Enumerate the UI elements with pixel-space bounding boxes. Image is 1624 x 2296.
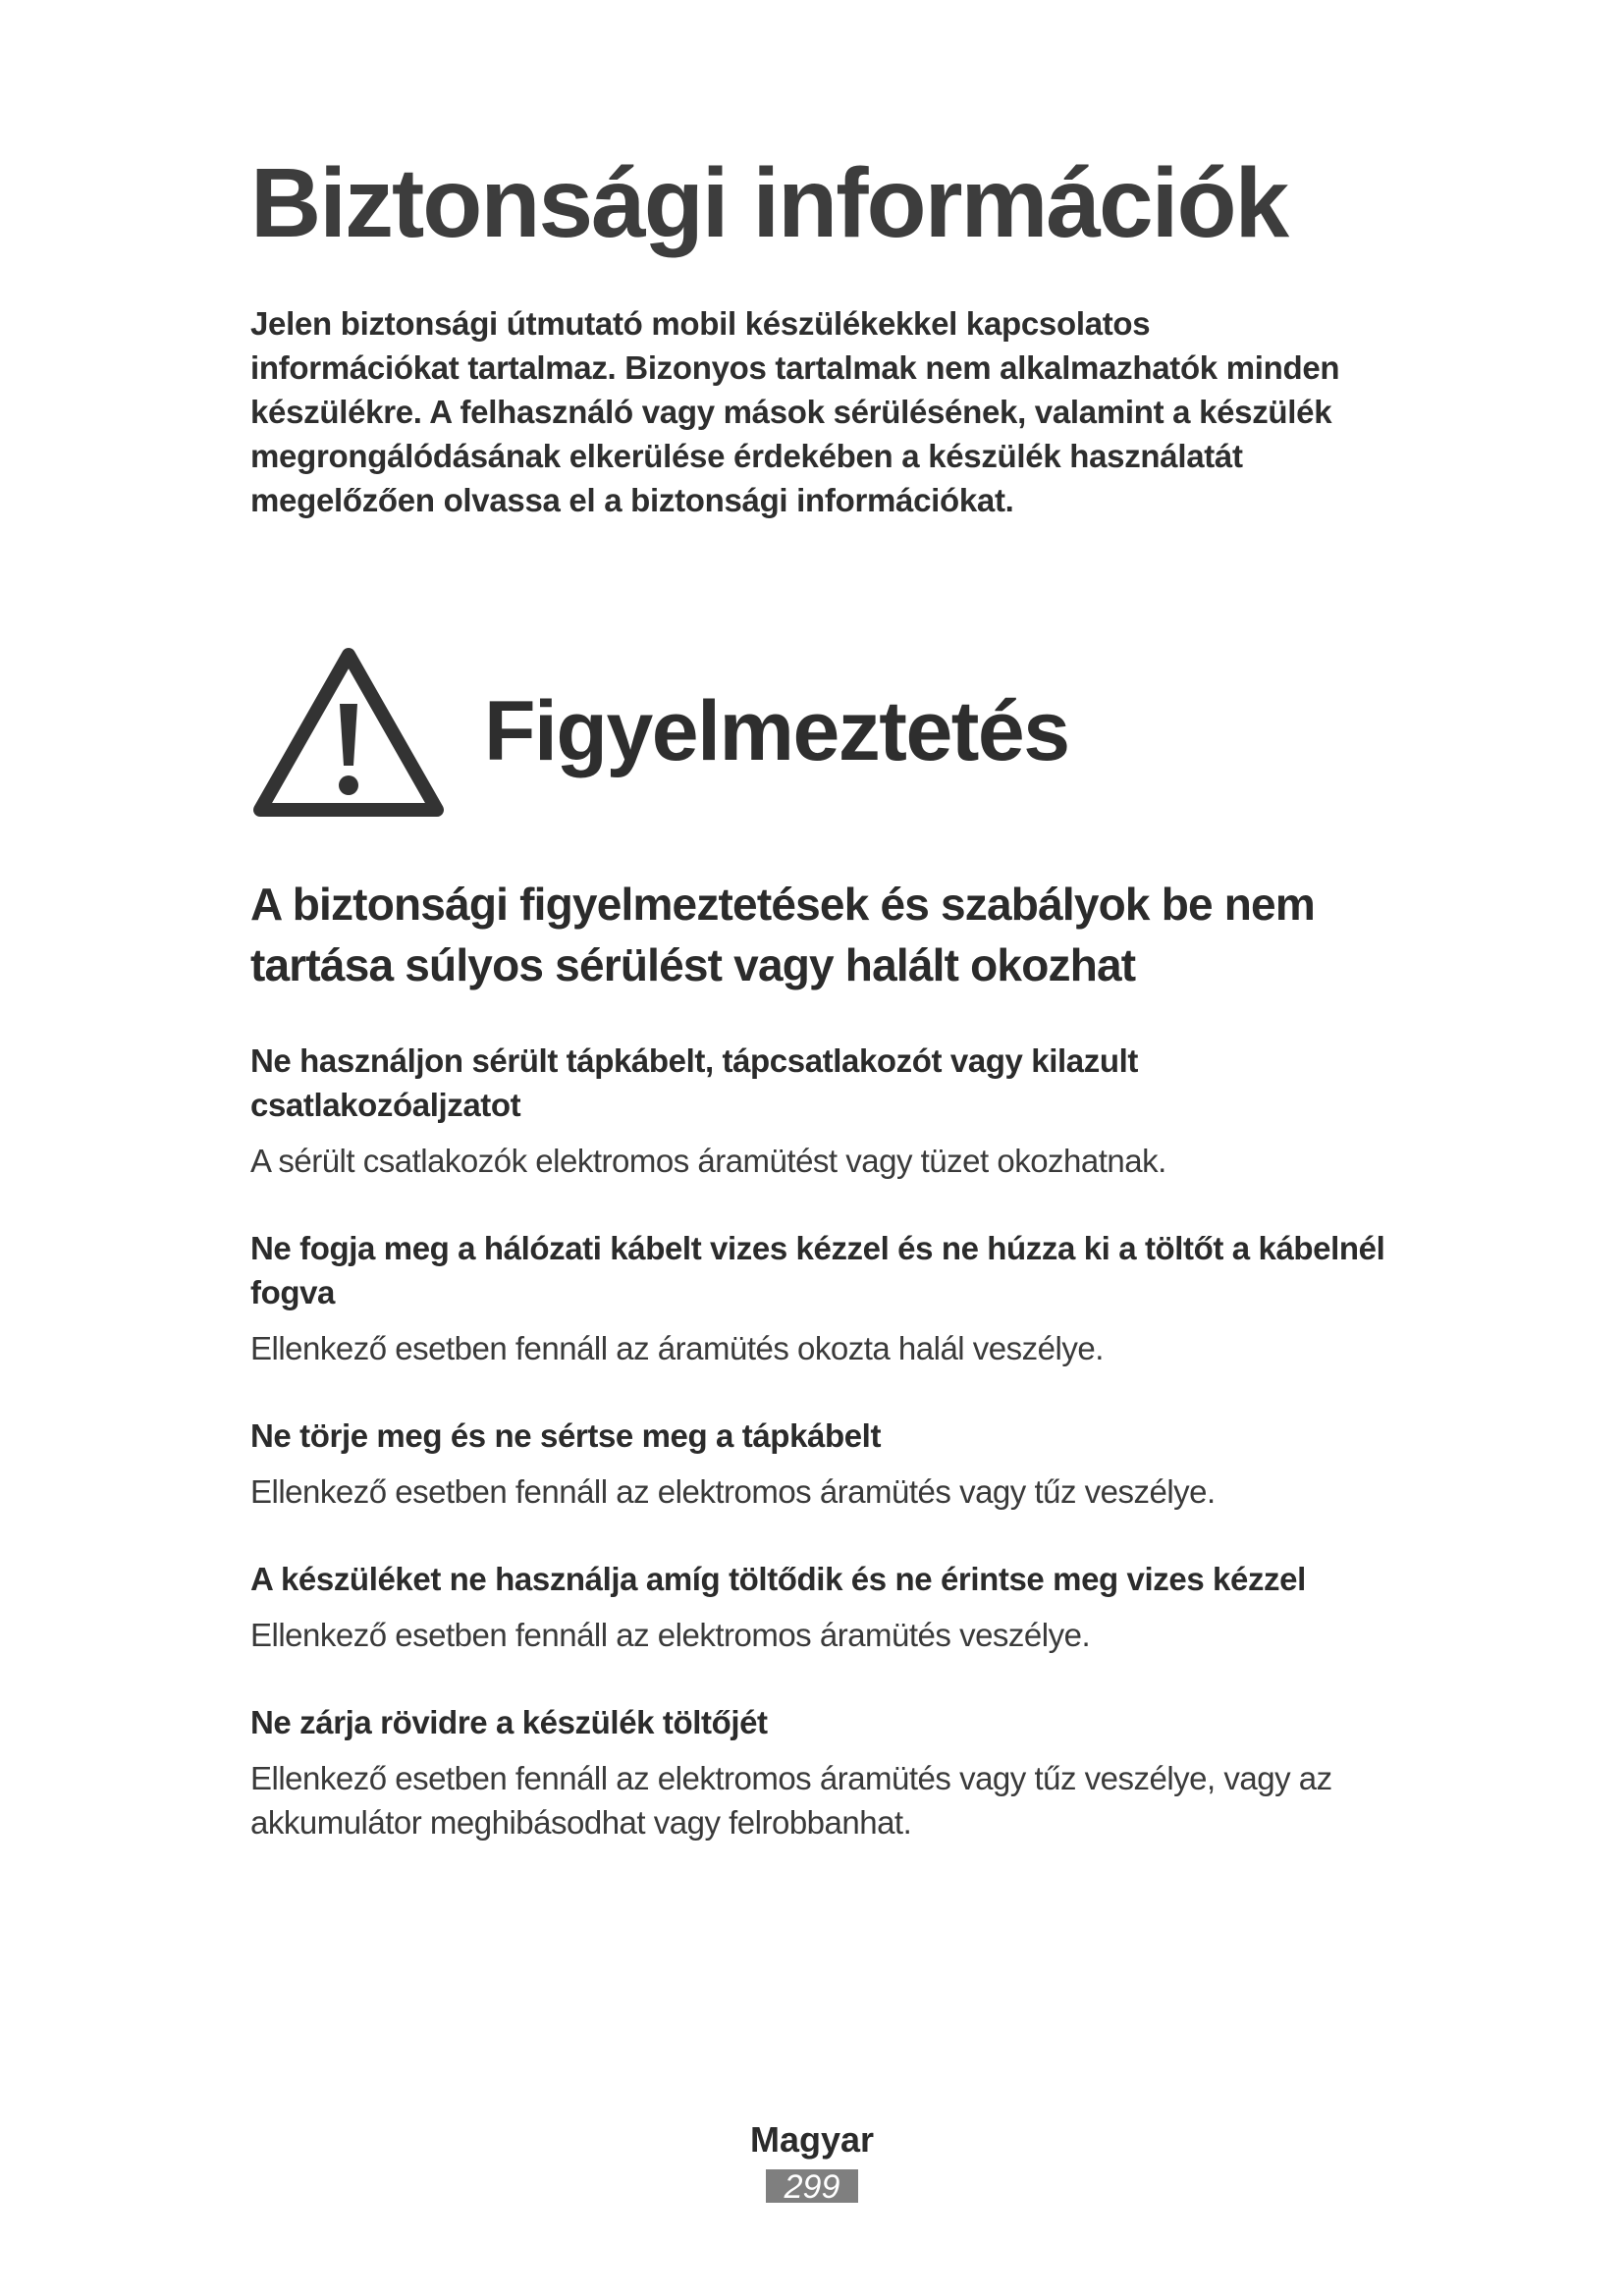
safety-item-title: Ne törje meg és ne sértse meg a tápkábelt [250, 1417, 882, 1454]
safety-item-title: Ne zárja rövidre a készülék töltőjét [250, 1704, 768, 1740]
intro-paragraph: Jelen biztonsági útmutató mobil készülékekkel kapcsolatos információkat tartalmaz. Bizonyos tartalmak nem alkalmazhatók minden készülékre. A felhasználó vagy mások sérülésének, valamint a készülék megrongálódásának elkerülése érdekében a készülék használatát megelőzően olvassa el a biztonsági információkat. [250, 305, 1340, 518]
page-content [250, 147, 1409, 555]
safety-item-title: A készüléket ne használja amíg töltődik és ne érintse meg vizes kézzel [250, 1561, 1306, 1597]
safety-item-text: Ellenkező esetben fennáll az elektromos áramütés vagy tűz veszélye, vagy az akkumulátor meghibásodhat vagy felrobbanhat. [250, 1760, 1332, 1841]
safety-item [250, 1700, 1409, 1844]
safety-item [250, 1039, 1409, 1183]
page-footer [0, 2119, 1624, 2206]
safety-item-text: Ellenkező esetben fennáll az elektromos áramütés vagy tűz veszélye. [250, 1473, 1216, 1510]
page-title: Biztonsági információk [250, 148, 1288, 258]
safety-item [250, 1557, 1409, 1657]
safety-item [250, 1226, 1409, 1370]
page-number: 299 [766, 2169, 858, 2203]
safety-item-title: Ne használjon sérült tápkábelt, tápcsatlakozót vagy kilazult csatlakozóaljzatot [250, 1042, 1138, 1123]
page-number-wrap [0, 2168, 1624, 2206]
safety-item [250, 1414, 1409, 1514]
safety-item-text: Ellenkező esetben fennáll az elektromos áramütés veszélye. [250, 1617, 1091, 1653]
warning-title: Figyelmeztetés [484, 684, 1069, 778]
warning-triangle-icon [250, 643, 447, 820]
safety-item-text: Ellenkező esetben fennáll az áramütés okozta halál veszélye. [250, 1330, 1104, 1366]
footer-language: Magyar [749, 2119, 875, 2160]
safety-item-title: Ne fogja meg a hálózati kábelt vizes kézzel és ne húzza ki a töltőt a kábelnél fogva [250, 1230, 1385, 1310]
section-heading: A biztonsági figyelmeztetések és szabályok be nem tartása súlyos sérülést vagy halált okozhat [250, 879, 1315, 990]
safety-item-text: A sérült csatlakozók elektromos áramütést vagy tüzet okozhatnak. [250, 1143, 1166, 1179]
safety-section [250, 874, 1409, 1888]
warning-header [250, 643, 1069, 820]
